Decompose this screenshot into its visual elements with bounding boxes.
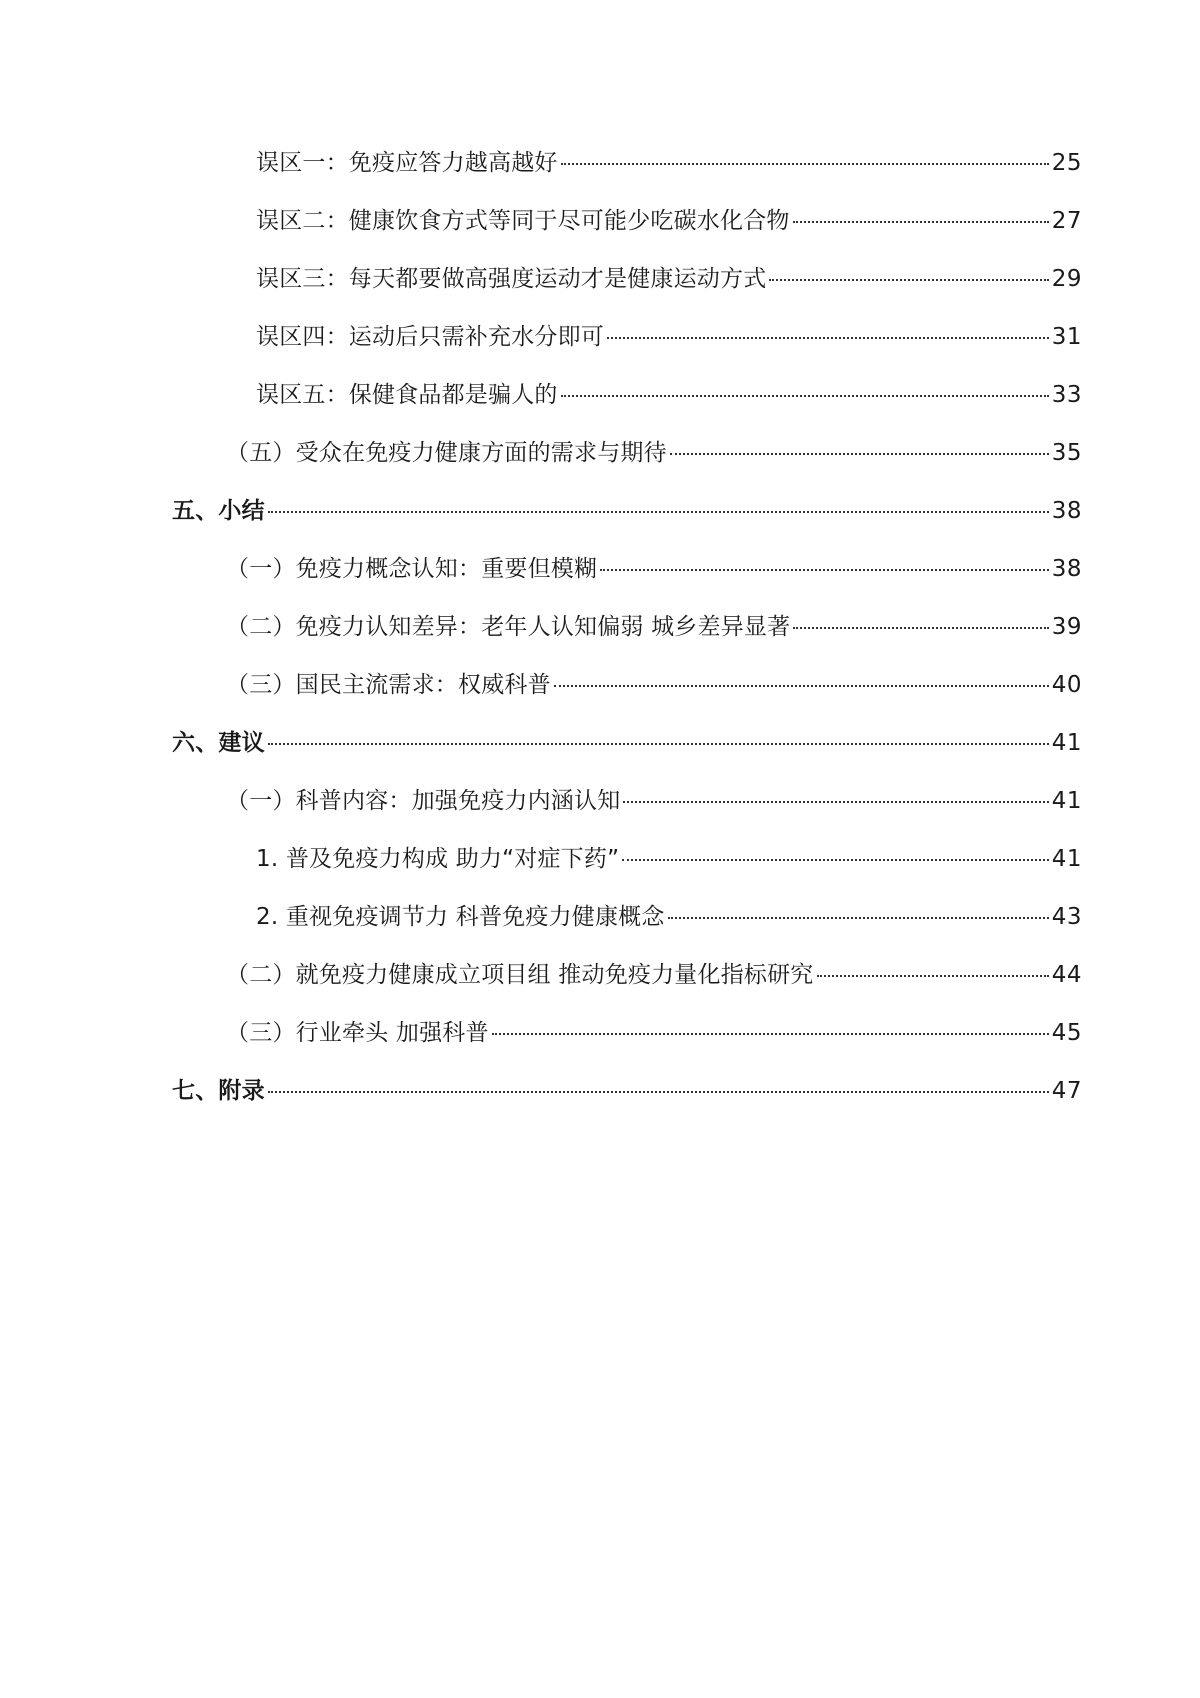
toc-page-number: 38 <box>1051 556 1082 582</box>
toc-page-number: 38 <box>1051 498 1082 524</box>
toc-dot-leader <box>769 279 1048 281</box>
toc-dot-leader <box>670 453 1049 455</box>
toc-dot-leader <box>554 685 1049 687</box>
toc-entry-title: （二）免疫力认知差异：老年人认知偏弱 城乡差异显著 <box>226 614 791 640</box>
toc-entry[interactable] <box>226 957 1082 993</box>
toc-dot-leader <box>623 801 1048 803</box>
toc-page-number: 41 <box>1051 788 1082 814</box>
toc-entry-title: （三）国民主流需求：权威科普 <box>226 672 551 698</box>
toc-page-number: 35 <box>1051 440 1082 466</box>
toc-page-number: 29 <box>1051 266 1082 292</box>
toc-dot-leader <box>268 511 1049 513</box>
toc-dot-leader <box>561 395 1049 397</box>
toc-entry-chapter[interactable] <box>172 1073 1082 1109</box>
toc-entry[interactable] <box>226 551 1082 587</box>
toc-dot-leader <box>600 569 1049 571</box>
toc-entry[interactable] <box>256 377 1082 413</box>
toc-entry-title: 1. 普及免疫力构成 助力“对症下药” <box>256 846 620 872</box>
toc-dot-leader <box>492 1033 1049 1035</box>
toc-page-number: 47 <box>1051 1078 1082 1104</box>
toc-entry-title: （二）就免疫力健康成立项目组 推动免疫力量化指标研究 <box>226 962 814 988</box>
toc-entry[interactable] <box>226 1015 1082 1051</box>
toc-entry-title: 五、小结 <box>172 498 265 524</box>
toc-page-number: 40 <box>1051 672 1082 698</box>
toc-page-number: 25 <box>1051 150 1082 176</box>
toc-entry[interactable] <box>226 609 1082 645</box>
toc-entry[interactable] <box>256 899 1082 935</box>
toc-entry[interactable] <box>226 435 1082 471</box>
toc-dot-leader <box>268 743 1049 745</box>
toc-entry-title: 六、建议 <box>172 730 265 756</box>
toc-dot-leader <box>607 337 1049 339</box>
toc-entry-chapter[interactable] <box>172 493 1082 529</box>
toc-page-number: 43 <box>1051 904 1082 930</box>
toc-entry-title: （三）行业牵头 加强科普 <box>226 1020 489 1046</box>
toc-entry[interactable] <box>256 319 1082 355</box>
toc-dot-leader <box>622 859 1049 861</box>
toc-page-number: 33 <box>1051 382 1082 408</box>
toc-page-number: 44 <box>1051 962 1082 988</box>
toc-entry-title: （一）科普内容：加强免疫力内涵认知 <box>226 788 621 814</box>
toc-page-number: 45 <box>1051 1020 1082 1046</box>
toc-entry-title: 误区四：运动后只需补充水分即可 <box>256 324 604 350</box>
toc-entry-title: （一）免疫力概念认知：重要但模糊 <box>226 556 598 582</box>
toc-entry-title: 误区二：健康饮食方式等同于尽可能少吃碳水化合物 <box>256 208 790 234</box>
toc-dot-leader <box>793 627 1048 629</box>
toc-dot-leader <box>561 163 1049 165</box>
toc-dot-leader <box>268 1091 1049 1093</box>
toc-entry-title: 七、附录 <box>172 1078 265 1104</box>
toc-entry[interactable] <box>226 667 1082 703</box>
toc-dot-leader <box>668 917 1049 919</box>
toc-entry[interactable] <box>226 783 1082 819</box>
toc-dot-leader <box>817 975 1049 977</box>
toc-entry[interactable] <box>256 145 1082 181</box>
toc-entry-title: （五）受众在免疫力健康方面的需求与期待 <box>226 440 667 466</box>
toc-entry-title: 误区三：每天都要做高强度运动才是健康运动方式 <box>256 266 767 292</box>
toc-page-number: 41 <box>1051 846 1082 872</box>
toc-page-number: 31 <box>1051 324 1082 350</box>
toc-entry-title: 误区一：免疫应答力越高越好 <box>256 150 558 176</box>
toc-page-number: 39 <box>1051 614 1082 640</box>
toc-entry[interactable] <box>256 203 1082 239</box>
toc-entry[interactable] <box>256 261 1082 297</box>
toc-entry-chapter[interactable] <box>172 725 1082 761</box>
toc-page-number: 41 <box>1051 730 1082 756</box>
toc-page-number: 27 <box>1051 208 1082 234</box>
toc-entry-title: 误区五：保健食品都是骗人的 <box>256 382 558 408</box>
toc-entry-title: 2. 重视免疫调节力 科普免疫力健康概念 <box>256 904 665 930</box>
toc-entry[interactable] <box>256 841 1082 877</box>
toc-dot-leader <box>793 221 1049 223</box>
